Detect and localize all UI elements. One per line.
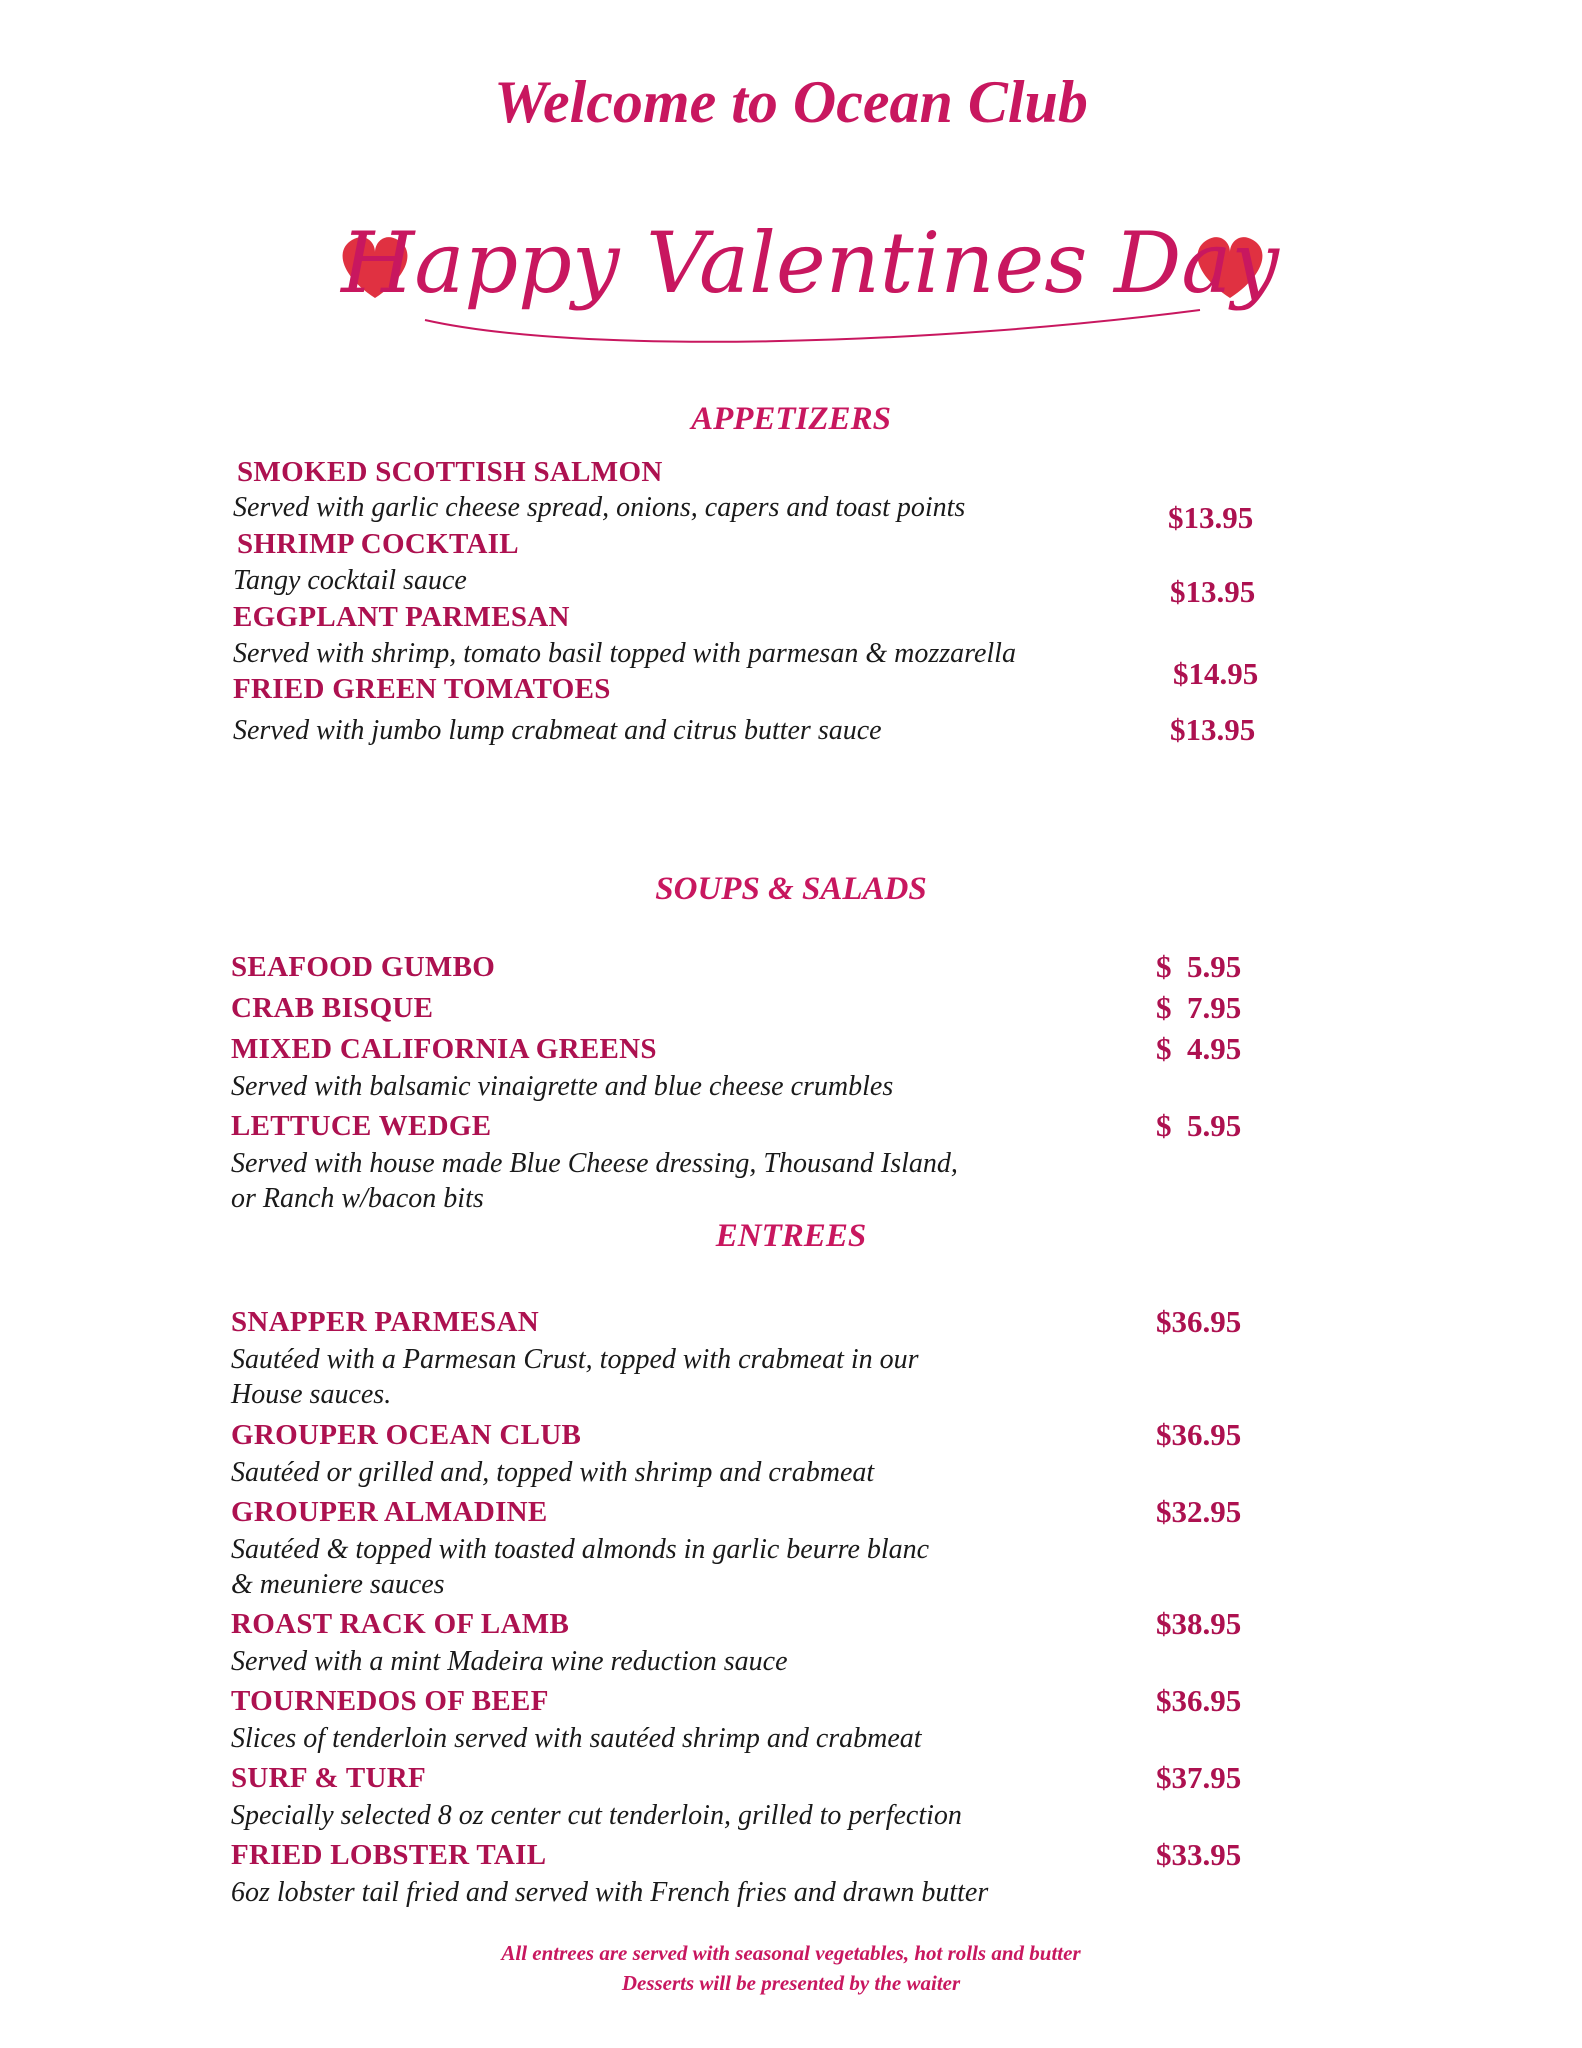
menu-item-price: $36.95 [1156, 1683, 1242, 1718]
appetizers-heading: APPETIZERS [691, 401, 891, 437]
menu-item-desc: Served with a mint Madeira wine reduction sauce [231, 1646, 788, 1677]
menu-item-desc: Served with jumbo lump crabmeat and citrus butter sauce [233, 715, 882, 746]
footnote-line: All entrees are served with seasonal vegetables, hot rolls and butter [501, 1941, 1081, 1965]
valentines-banner-graphic [330, 180, 1290, 360]
menu-item-name: EGGPLANT PARMESAN [233, 601, 570, 633]
banner-text: Happy Valentines Day [341, 214, 1279, 312]
valentines-banner [330, 180, 1290, 360]
menu-item-price: $36.95 [1156, 1304, 1242, 1339]
menu-item-desc: Slices of tenderloin served with sautéed shrimp and crabmeat [231, 1723, 922, 1754]
menu-item-name: SHRIMP COCKTAIL [237, 528, 519, 560]
menu-item-name: CRAB BISQUE [231, 992, 434, 1024]
menu-item-name: GROUPER OCEAN CLUB [231, 1419, 582, 1451]
menu-item-price: $32.95 [1156, 1494, 1242, 1529]
menu-item-desc: Served with shrimp, tomato basil topped with parmesan & mozzarella [233, 638, 1016, 669]
menu-item-desc: Sautéed & topped with toasted almonds in garlic beurre blanc [231, 1534, 930, 1565]
menu-item-desc: 6oz lobster tail fried and served with French fries and drawn butter [231, 1877, 989, 1908]
menu-item-name: FRIED LOBSTER TAIL [231, 1839, 547, 1871]
menu-item-price: $ 5.95 [1156, 1108, 1242, 1143]
menu-item-desc: Served with garlic cheese spread, onions, capers and toast points [233, 492, 966, 523]
page-title: Welcome to Ocean Club [494, 69, 1088, 135]
menu-item-price: $37.95 [1156, 1760, 1242, 1795]
footnote-line: Desserts will be presented by the waiter [621, 1971, 961, 1996]
menu-item-desc: Served with house made Blue Cheese dressing, Thousand Island, [231, 1148, 958, 1179]
script-flourish [425, 310, 1200, 342]
menu-item-price: $36.95 [1156, 1417, 1242, 1452]
entrees-heading: ENTREES [715, 1218, 867, 1254]
menu-item-name: ROAST RACK OF LAMB [231, 1608, 570, 1640]
menu-item-desc: & meuniere sauces [231, 1569, 445, 1600]
menu-item-desc: Sautéed with a Parmesan Crust, topped with crabmeat in our [231, 1344, 919, 1375]
menu-item-name: LETTUCE WEDGE [231, 1110, 492, 1142]
menu-item-desc: Sautéed or grilled and, topped with shrimp and crabmeat [231, 1457, 875, 1488]
footnote [0, 1938, 1582, 1999]
menu-item-price: $ 4.95 [1156, 1031, 1242, 1066]
soups-salads-heading: SOUPS & SALADS [655, 871, 927, 907]
menu-item-price: $ 5.95 [1156, 949, 1242, 984]
menu-item-desc: Served with balsamic vinaigrette and blue cheese crumbles [231, 1071, 894, 1102]
menu-item-desc: Tangy cocktail sauce [233, 565, 467, 596]
menu-item-price: $38.95 [1156, 1606, 1242, 1641]
menu-item-desc: or Ranch w/bacon bits [231, 1183, 484, 1214]
menu-item-price: $14.95 [1173, 656, 1259, 691]
menu-item-desc: Specially selected 8 oz center cut tenderloin, grilled to perfection [231, 1800, 962, 1831]
menu-item-price: $33.95 [1156, 1837, 1242, 1872]
menu-item-price: $ 7.95 [1156, 990, 1242, 1025]
menu-item-name: FRIED GREEN TOMATOES [233, 673, 611, 705]
menu-item-name: SMOKED SCOTTISH SALMON [237, 456, 663, 488]
menu-item-name: MIXED CALIFORNIA GREENS [231, 1033, 657, 1065]
menu-item-name: GROUPER ALMADINE [231, 1496, 548, 1528]
menu-item-price: $13.95 [1168, 500, 1254, 535]
menu-item-name: TOURNEDOS OF BEEF [231, 1685, 549, 1717]
menu-item-name: SEAFOOD GUMBO [231, 951, 496, 983]
menu-item-name: SURF & TURF [231, 1762, 427, 1794]
menu-item-price: $13.95 [1170, 574, 1256, 609]
menu-item-price: $13.95 [1170, 712, 1256, 747]
menu-item-desc: House sauces. [231, 1379, 392, 1410]
menu-item-name: SNAPPER PARMESAN [231, 1306, 539, 1338]
